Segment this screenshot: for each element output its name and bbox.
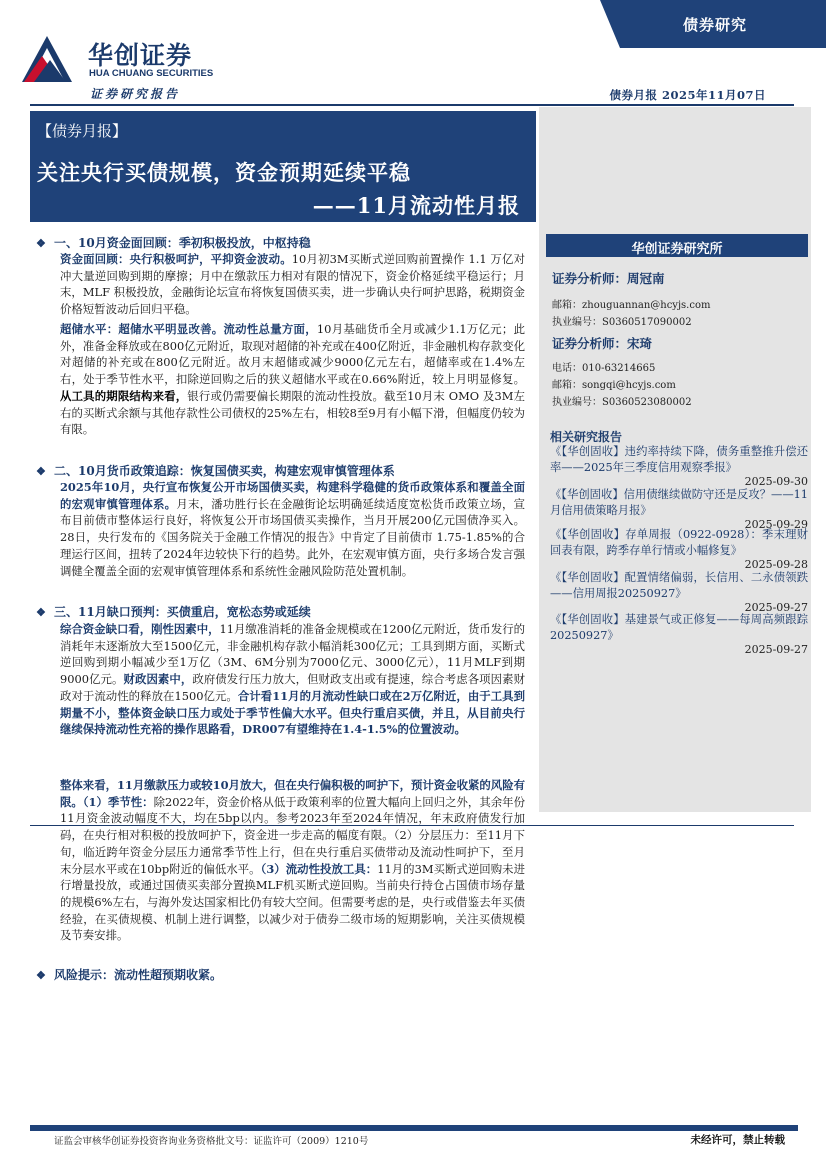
related-report-date: 2025-09-27 xyxy=(744,643,808,656)
analyst-1-email[interactable]: 邮箱：zhouguannan@hcyjs.com xyxy=(552,300,711,311)
footer-copyright: 未经许可，禁止转载 xyxy=(690,1134,785,1146)
related-reports-title: 相关研究报告 xyxy=(550,430,623,444)
paragraph-1a: 资金面回顾：央行积极呵护，平抑资金波动。10月初3M买断式逆回购前置操作 1.1 万亿对冲大量逆回购到期的摩擦；月中在缴款压力相对有限的情况下，资金价格延续平稳运行；月末，MLF 积极投放，金融街论坛宣布将恢复国债买卖，进一步确认央行呵护思路，税期资金价格短暂波动后回归平稳。 xyxy=(60,252,525,317)
analyst-1-title: 证券分析师：周冠南 xyxy=(552,271,665,286)
analyst-1-cert: 执业编号：S0360517090002 xyxy=(552,317,692,328)
paragraph-1b: 超储水平：超储水平明显改善。流动性总量方面，10月基础货币全月或减少1.1万亿元；此外，准备金释放或在800亿元附近，取现对超储的补充或在400亿附近，非金融机构存款变化对超储的补充或在800亿元附近。故月末超储或减少9000亿元左右，超储率或在1.4%左右，处于季节性水平，扣除逆回购之后的狭义超储水平或在0.66%附近，较上月明显修复。从工具的期限结构来看，银行或仍需要偏长期限的流动性投放。截至10月末 OMO 及3M左右的买断式余额与其他存款性公司债权的25%左右，相较8至9月有小幅下滑，但幅度仍较为有限。 xyxy=(60,322,525,437)
section-heading-2: ❖ 二、10月货币政策追踪：恢复国债买卖，构建宏观审慎管理体系 xyxy=(36,464,395,478)
related-report-link[interactable]: 《【华创固收】违约率持续下降，债务重整推升偿还率——2025年三季度信用观察季报》 xyxy=(550,445,808,474)
section-heading-3: ❖ 三、11月缺口预判：买债重启，宽松态势或延续 xyxy=(36,605,311,619)
content-bottom-rule xyxy=(30,825,794,826)
diamond-bullet-icon: ❖ xyxy=(36,465,46,478)
footer-license: 证监会审核华创证券投资咨询业务资格批文号：证监许可（2009）1210号 xyxy=(54,1136,369,1147)
brand-name-en: HUA CHUANG SECURITIES xyxy=(89,68,214,79)
diamond-bullet-icon: ❖ xyxy=(36,237,46,250)
brand-name-cn: 华创证券 xyxy=(88,41,193,70)
paragraph-3a: 综合资金缺口看，刚性因素中，11月缴准消耗的准备金规模或在1200亿元附近，货币发行的消耗年末逐渐放大至1500亿元，非金融机构存款小幅消耗300亿元；工具到期方面，买断式逆回购到期小幅减少至1万亿（3M、6M分别为7000亿元、3000亿元），11月MLF到期9000亿元。财政因素中，政府债发行压力放大，但财政支出或有提速，综合考虑各项因素财政对于流动性的释放在1500亿元。合计看11月的月流动性缺口或在2万亿附近，由于工具到期量不小，整体资金缺口压力或处于季节性偏大水平。但央行重启买债，并且，从目前央行继续保持流动性充裕的操作思路看，DR007有望维持在1.4-1.5%的位置波动。 xyxy=(60,622,525,737)
diamond-bullet-icon: ❖ xyxy=(36,606,46,619)
analyst-2-cert: 执业编号：S0360523080002 xyxy=(552,397,692,408)
related-report-link[interactable]: 《【华创固收】基建景气或正修复——每周高频跟踪20250927》 xyxy=(550,613,808,642)
analyst-2-phone: 电话：010-63214665 xyxy=(552,363,656,374)
related-report-date: 2025-09-28 xyxy=(744,558,808,571)
related-report-link[interactable]: 《【华创固收】配置情绪偏弱，长信用、二永债领跌——信用周报20250927》 xyxy=(550,571,808,600)
analyst-2-title: 证券分析师：宋琦 xyxy=(552,336,653,351)
diamond-bullet-icon: ❖ xyxy=(36,969,46,982)
brand-logo-icon xyxy=(20,34,74,84)
report-series: 证券研究报告 xyxy=(90,87,181,101)
category-label: 债券研究 xyxy=(682,16,747,34)
related-report-link[interactable]: 《【华创固收】信用债继续做防守还是反攻？——11月信用债策略月报》 xyxy=(550,488,808,517)
related-report-date: 2025-09-30 xyxy=(744,475,808,488)
related-report-date: 2025-09-29 xyxy=(744,518,808,531)
report-type-date: 债券月报 2025年11月07日 xyxy=(609,88,766,102)
header-divider xyxy=(30,104,794,106)
title-tag: 【债券月报】 xyxy=(37,122,128,140)
page-subtitle: ——11月流动性月报 xyxy=(312,193,520,218)
related-report-link[interactable]: 《【华创固收】存单周报（0922-0928）：季末理财回表有限，跨季存单行情或小幅修复》 xyxy=(550,528,808,557)
related-report-date: 2025-09-27 xyxy=(744,601,808,614)
paragraph-2: 2025年10月，央行宣布恢复公开市场国债买卖，构建科学稳健的货币政策体系和覆盖全面的宏观审慎管理体系。月末，潘功胜行长在金融街论坛明确延续适度宽松货币政策立场，宣布目前债市整体运行良好，将恢复公开市场国债买卖操作，当月开展200亿元国债净买入。28日，央行发布的《国务院关于金融工作情况的报告》中肯定了目前债市 1.75-1.85%的合理运行区间，扭转了2024年边较快下行的趋势。此外，在宏观审慎方面，央行多场合发言强调健全覆盖全面的宏观审慎管理体系和系统性金融风险防范处置机制。 xyxy=(60,480,525,578)
footer-bar xyxy=(30,1125,798,1131)
institute-name: 华创证券研究所 xyxy=(631,242,723,257)
risk-warning: ❖ 风险提示：流动性超预期收紧。 xyxy=(36,968,223,982)
paragraph-3b: 整体来看，11月缴款压力或较10月放大，但在央行偏积极的呵护下，预计资金收紧的风险有限。（1）季节性：除2022年，资金价格从低于政策利率的位置大幅向上回归之外，其余年份11月资金波动幅度不大，均在5bp以内。参考2023年至2024年情况，年末政府债发行加码，在央行相对积极的投放呵护下，资金进一步走高的幅度有限。（2）分层压力：至11月下旬，临近跨年资金分层压力通常季节性上行，但在央行重启买债带动及流动性呵护下，至月末分层水平或在10bp附近的偏低水平。（3）流动性投放工具：11月的3M买断式逆回购未进行增量投放，或通过国债买卖部分置换MLF机买断式逆回购。当前央行持仓占国债市场存量的规模6%左右，与海外发达国家相比仍有较大空间。但需要考虑的是，央行或借鉴去年买债经验，在买债规模、机制上进行调整，以减少对于债券二级市场的短期影响，关注买债规模及节奏安排。 xyxy=(60,778,525,943)
page-title: 关注央行买债规模，资金预期延续平稳 xyxy=(37,160,411,185)
analyst-2-email[interactable]: 邮箱：songqi@hcyjs.com xyxy=(552,380,676,391)
section-heading-1: ❖ 一、10月资金面回顾：季初积极投放，中枢持稳 xyxy=(36,236,311,250)
